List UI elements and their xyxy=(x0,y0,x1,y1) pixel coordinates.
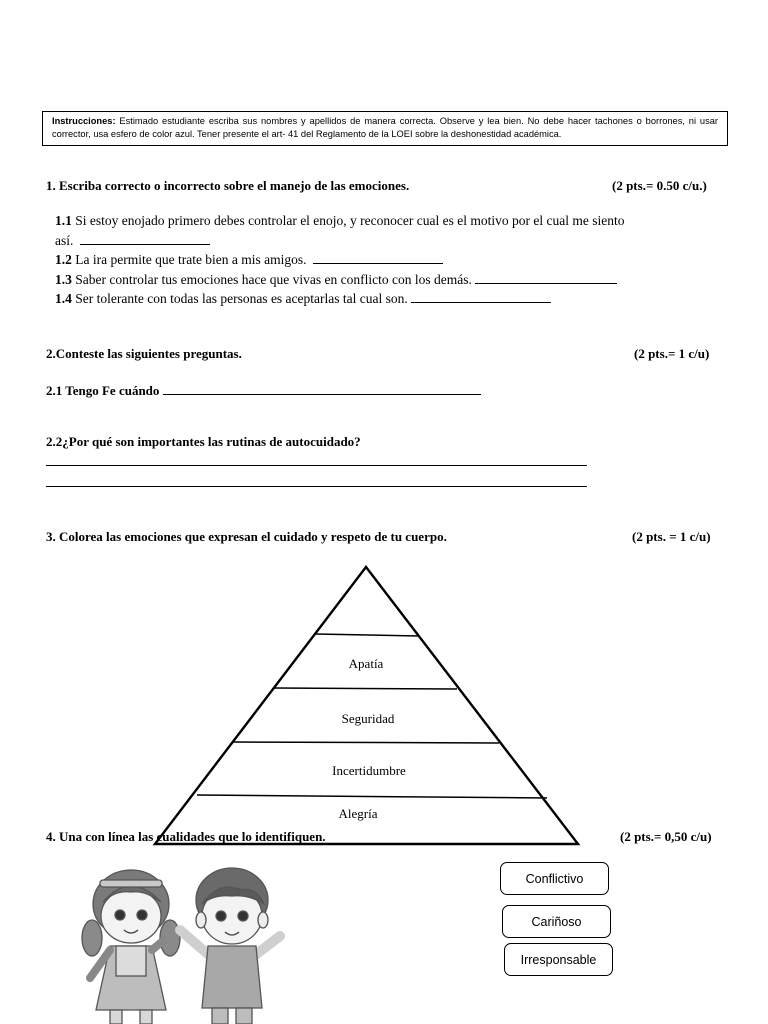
pyramid-level-alegria[interactable]: Alegría xyxy=(338,806,378,821)
q2-sub1-text: 2.1 Tengo Fe cuándo xyxy=(46,383,160,398)
option-label-irresponsable: Irresponsable xyxy=(520,952,597,967)
q4-title: 4. Una con línea las cualidades que lo identifiquen. xyxy=(46,829,326,844)
q1-title: 1. Escriba correcto o incorrecto sobre el manejo de las emociones. xyxy=(46,178,410,193)
q2-title: 2.Conteste las siguientes preguntas. xyxy=(46,346,242,361)
instructions-text: Estimado estudiante escriba sus nombres y apellidos de manera correcta. Observe y lea bien. No debe hacer tachones o borrones, ni usar corrector, usa esfero de color azul. Tener presente el art- 41 del Reglamento de la LOEI sobre la deshonestidad académica. xyxy=(52,116,718,139)
q1-item-3-text: Saber controlar tus emociones hace que vivas en conflicto con los demás. xyxy=(71,272,472,287)
pyramid-divider-4 xyxy=(197,795,547,798)
q1-item-2-text: La ira permite que trate bien a mis amigos. xyxy=(71,252,307,267)
option-label-carinoso: Cariñoso xyxy=(531,914,582,929)
q1-item-4-text: Ser tolerante con todas las personas es aceptarlas tal cual son. xyxy=(71,291,408,306)
q3-points: (2 pts. = 1 c/u) xyxy=(632,529,711,544)
q1-item-1-text: Si estoy enojado primero debes controlar el enojo, y reconocer cual es el motivo por el cual me siento xyxy=(71,213,625,228)
option-box-carinoso[interactable] xyxy=(502,905,611,938)
q1-points: (2 pts.= 0.50 c/u.) xyxy=(612,178,707,193)
pyramid-level-incertidumbre[interactable]: Incertidumbre xyxy=(332,763,406,778)
girl-figure xyxy=(82,870,180,1024)
q1-item-4-num: 1.4 xyxy=(55,291,72,306)
pyramid-divider-1 xyxy=(316,634,419,636)
option-label-conflictivo: Conflictivo xyxy=(525,871,584,886)
pyramid-divider-3 xyxy=(233,742,499,743)
q1-item-1-num: 1.1 xyxy=(55,213,72,228)
q1-item-2-num: 1.2 xyxy=(55,252,72,267)
pyramid-divider-2 xyxy=(274,688,457,689)
q4-points: (2 pts.= 0,50 c/u) xyxy=(620,829,712,844)
option-box-conflictivo[interactable] xyxy=(500,862,609,895)
children-illustration xyxy=(70,860,300,1024)
pyramid-outline xyxy=(155,567,578,844)
option-box-irresponsable[interactable] xyxy=(504,943,613,976)
q2-points: (2 pts.= 1 c/u) xyxy=(634,346,710,361)
q2-sub2: 2.2¿Por qué son importantes las rutinas de autocuidado? xyxy=(46,434,361,449)
boy-figure xyxy=(180,868,280,1024)
instructions-label: Instrucciones: xyxy=(52,116,116,126)
q1-item-3-num: 1.3 xyxy=(55,272,72,287)
q3-title: 3. Colorea las emociones que expresan el cuidado y respeto de tu cuerpo. xyxy=(46,529,447,544)
q1-item-1-cont-text: así. xyxy=(55,233,74,248)
pyramid-level-apatia[interactable]: Apatía xyxy=(348,656,384,671)
pyramid-level-seguridad[interactable]: Seguridad xyxy=(341,711,395,726)
